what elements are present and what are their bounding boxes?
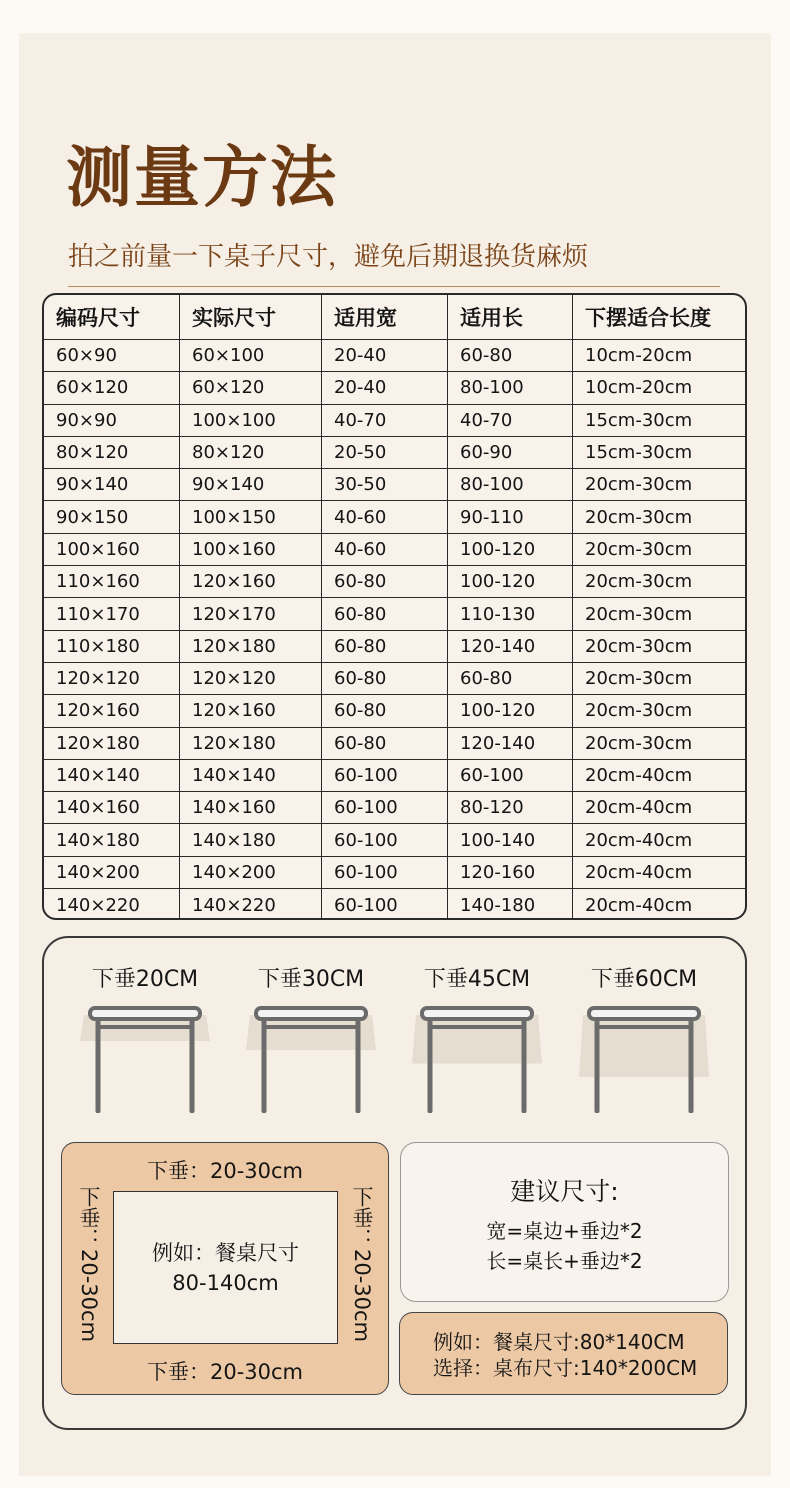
- header-actual-size: 实际尺寸: [180, 295, 322, 339]
- table-cell: 120-140: [448, 631, 573, 662]
- table-cell: 60×100: [180, 340, 322, 371]
- drape-45: [402, 965, 552, 1115]
- table-body: [44, 340, 745, 920]
- table-row: [44, 695, 745, 727]
- table-row: [44, 340, 745, 372]
- table-cell: 80-100: [448, 372, 573, 403]
- table-cell: 20cm-30cm: [585, 603, 693, 625]
- table-cell: 40-60: [322, 534, 448, 565]
- table-cell: 20cm-30cm: [585, 732, 693, 754]
- table-cell: 60-80: [322, 631, 448, 662]
- table-row: [44, 631, 745, 663]
- table-row: [44, 501, 745, 533]
- table-cell: 20-40: [322, 340, 448, 371]
- table-cell: 140×220: [44, 889, 180, 920]
- table-cell: 110×170: [44, 598, 180, 629]
- example-line-1: 例如：餐桌尺寸: [152, 1240, 299, 1265]
- table-cell: 60-80: [448, 340, 573, 371]
- table-row: [44, 760, 745, 792]
- table-cell: 110-130: [448, 598, 573, 629]
- table-cell: 140×180: [180, 824, 322, 855]
- table-cell: 20cm-30cm: [585, 474, 693, 496]
- table-cell: 110×180: [44, 631, 180, 662]
- table-cell: 20cm-30cm: [585, 571, 693, 593]
- table-cell: 120×180: [180, 728, 322, 759]
- table-cell: 20cm-30cm: [585, 635, 693, 657]
- table-cell: 100×150: [180, 501, 322, 532]
- subtitle-divider: [68, 286, 720, 287]
- table-cell: 20cm-40cm: [585, 797, 693, 819]
- table-cell: 90×140: [44, 469, 180, 500]
- table-cell: 20cm-40cm: [585, 861, 693, 883]
- header-fit-width: 适用宽: [322, 295, 448, 339]
- table-cell: 80-100: [448, 469, 573, 500]
- page-subtitle: 拍之前量一下桌子尺寸，避免后期退换货麻烦: [68, 242, 589, 272]
- table-drape-icon: [236, 1003, 386, 1113]
- table-cell: 15cm-30cm: [585, 442, 693, 464]
- drape-label: 下垂60CM: [590, 967, 698, 992]
- table-cell: 80-120: [448, 792, 573, 823]
- table-cell: 20-50: [322, 437, 448, 468]
- drop-label-left: 下垂：20-30cm: [77, 1186, 101, 1343]
- table-row: [44, 889, 745, 920]
- table-cell: 140×200: [180, 857, 322, 888]
- table-cell: 120-140: [448, 728, 573, 759]
- table-cell: 120×160: [180, 566, 322, 597]
- table-cell: 120×120: [180, 663, 322, 694]
- table-cell: 60-80: [322, 728, 448, 759]
- table-cell: 20cm-30cm: [585, 538, 693, 560]
- table-cell: 10cm-20cm: [585, 377, 693, 399]
- example-table-size: 例如：餐桌尺寸:80*140CM: [433, 1330, 685, 1354]
- table-cell: 100-120: [448, 695, 573, 726]
- table-drape-icon: [70, 1003, 220, 1113]
- suggest-length: 长=桌长+垂边*2: [486, 1249, 643, 1273]
- table-cell: 20cm-40cm: [585, 829, 693, 851]
- table-cell: 60×120: [44, 372, 180, 403]
- table-cell: 20cm-40cm: [585, 894, 693, 916]
- drop-label-bottom: 下垂：20-30cm: [146, 1360, 304, 1384]
- table-row: [44, 372, 745, 404]
- table-row: [44, 405, 745, 437]
- table-cell: 80×120: [44, 437, 180, 468]
- table-cell: 100×100: [180, 405, 322, 436]
- table-cell: 60-80: [322, 695, 448, 726]
- table-cell: 60-90: [448, 437, 573, 468]
- table-row: [44, 663, 745, 695]
- table-cell: 60-80: [448, 663, 573, 694]
- example-selection-box: [399, 1312, 728, 1395]
- table-cell: 10cm-20cm: [585, 345, 693, 367]
- table-cell: 20-40: [322, 372, 448, 403]
- table-cell: 120×160: [180, 695, 322, 726]
- table-cell: 60-100: [322, 792, 448, 823]
- header-code-size: 编码尺寸: [44, 295, 180, 339]
- page-title: 测量方法: [66, 139, 338, 216]
- table-cell: 90×140: [180, 469, 322, 500]
- table-cell: 20cm-40cm: [585, 765, 693, 786]
- table-cell: 20cm-30cm: [585, 700, 693, 722]
- table-cell: 100-120: [448, 566, 573, 597]
- table-cell: 120×170: [180, 598, 322, 629]
- header-hem-length: 下摆适合长度: [585, 306, 711, 330]
- table-cell: 140×220: [180, 889, 322, 920]
- drape-60: [569, 965, 719, 1115]
- table-cell: 40-70: [322, 405, 448, 436]
- table-cell: 120×180: [180, 631, 322, 662]
- table-cell: 140-180: [448, 889, 573, 920]
- table-drape-icon: [569, 1003, 719, 1113]
- table-cell: 120×120: [44, 663, 180, 694]
- drop-label-top: 下垂：20-30cm: [146, 1159, 304, 1183]
- table-cell: 20cm-30cm: [585, 506, 693, 528]
- suggest-width: 宽=桌边+垂边*2: [486, 1219, 643, 1243]
- table-cell: 80×120: [180, 437, 322, 468]
- table-cell: 90-110: [448, 501, 573, 532]
- table-cell: 60-100: [322, 857, 448, 888]
- table-cell: 60-80: [322, 598, 448, 629]
- table-cell: 60-100: [322, 824, 448, 855]
- table-cell: 40-60: [322, 501, 448, 532]
- table-row: [44, 437, 745, 469]
- table-cell: 100-140: [448, 824, 573, 855]
- table-cell: 110×160: [44, 566, 180, 597]
- table-cell: 60-100: [322, 760, 448, 791]
- size-table: [42, 293, 747, 920]
- table-drape-icon: [402, 1003, 552, 1113]
- header-fit-length: 适用长: [448, 295, 573, 339]
- table-row: [44, 534, 745, 566]
- table-cell: 60×120: [180, 372, 322, 403]
- table-cell: 100×160: [44, 534, 180, 565]
- table-cell: 40-70: [448, 405, 573, 436]
- table-cell: 120×160: [44, 695, 180, 726]
- suggest-title: 建议尺寸:: [510, 1177, 619, 1206]
- table-cell: 120-160: [448, 857, 573, 888]
- table-row: [44, 469, 745, 501]
- example-line-2: 80-140cm: [172, 1270, 279, 1295]
- table-row: [44, 792, 745, 824]
- table-cell: 140×140: [44, 760, 180, 791]
- table-row: [44, 566, 745, 598]
- table-row: [44, 728, 745, 760]
- suggested-size-box: [400, 1142, 729, 1302]
- table-row: [44, 824, 745, 856]
- drape-label: 下垂45CM: [423, 967, 531, 992]
- example-cloth-size: 选择：桌布尺寸:140*200CM: [433, 1356, 698, 1380]
- table-outline: [113, 1191, 338, 1344]
- drape-20: [70, 965, 220, 1115]
- drape-30: [236, 965, 386, 1115]
- table-cell: 140×160: [180, 792, 322, 823]
- drop-label-right: 下垂：20-30cm: [350, 1186, 374, 1343]
- table-cell: 90×150: [44, 501, 180, 532]
- table-cell: 60-80: [322, 566, 448, 597]
- table-cell: 100×160: [180, 534, 322, 565]
- table-cell: 140×140: [180, 760, 322, 791]
- table-cell: 140×160: [44, 792, 180, 823]
- table-cell: 60-100: [448, 760, 573, 791]
- table-cell: 15cm-30cm: [585, 409, 693, 431]
- table-cell: 60-100: [322, 889, 448, 920]
- table-cell: 30-50: [322, 469, 448, 500]
- table-cell: 60×90: [44, 340, 180, 371]
- table-row: [44, 857, 745, 889]
- table-header-row: [44, 295, 745, 340]
- drape-label: 下垂30CM: [257, 967, 365, 992]
- table-cell: 140×200: [44, 857, 180, 888]
- table-cell: 100-120: [448, 534, 573, 565]
- table-cell: 140×180: [44, 824, 180, 855]
- table-row: [44, 598, 745, 630]
- drape-label: 下垂20CM: [91, 967, 199, 992]
- table-cell: 90×90: [44, 405, 180, 436]
- table-cell: 120×180: [44, 728, 180, 759]
- table-cell: 20cm-30cm: [585, 668, 693, 690]
- table-cell: 60-80: [322, 663, 448, 694]
